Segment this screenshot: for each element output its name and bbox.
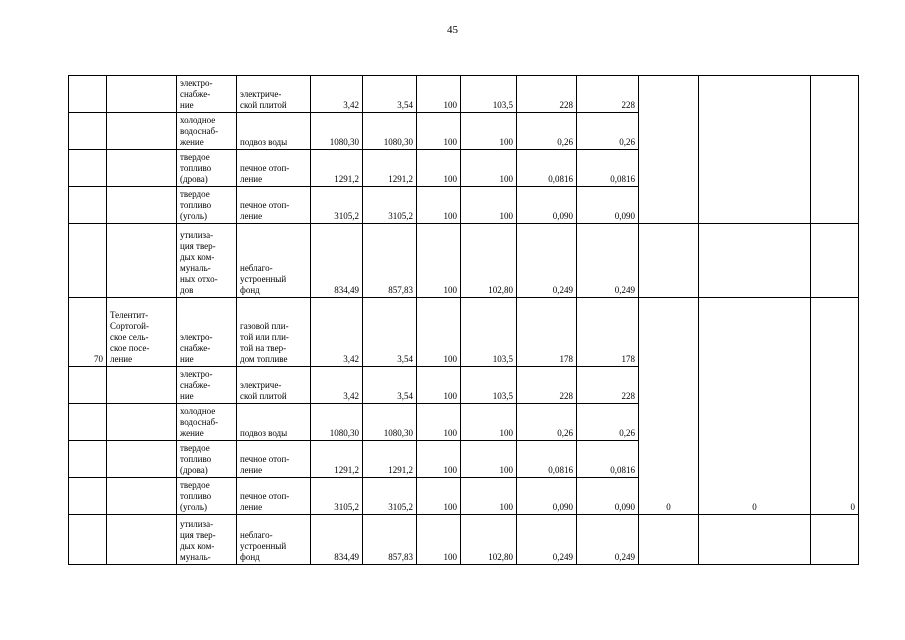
value-cell: 3,42 bbox=[311, 76, 363, 113]
type-cell: печное отоп- ление bbox=[237, 441, 311, 478]
percent-cell: 102,80 bbox=[461, 224, 517, 298]
norm-cell: 0,0816 bbox=[577, 150, 639, 187]
value-cell: 3,42 bbox=[311, 367, 363, 404]
tariff-table bbox=[68, 75, 859, 565]
settlement-cell bbox=[107, 404, 177, 441]
value-cell: 3,54 bbox=[363, 367, 417, 404]
percent-cell: 103,5 bbox=[461, 367, 517, 404]
right-value-cell: 0 bbox=[811, 298, 859, 515]
percent-cell: 102,80 bbox=[461, 515, 517, 565]
type-cell: подвоз воды bbox=[237, 113, 311, 150]
service-cell: электро- снабже- ние bbox=[177, 298, 237, 367]
settlement-cell bbox=[107, 367, 177, 404]
norm-cell: 0,249 bbox=[517, 224, 577, 298]
percent-cell: 100 bbox=[417, 441, 461, 478]
right-cell bbox=[699, 515, 811, 565]
type-cell: неблаго- устроенный фонд bbox=[237, 224, 311, 298]
value-cell: 3,54 bbox=[363, 298, 417, 367]
right-cell bbox=[699, 224, 811, 298]
percent-cell: 100 bbox=[461, 150, 517, 187]
settlement-cell bbox=[107, 76, 177, 113]
right-cell bbox=[811, 76, 859, 224]
right-cell bbox=[811, 515, 859, 565]
type-cell: печное отоп- ление bbox=[237, 187, 311, 224]
norm-cell: 0,249 bbox=[577, 515, 639, 565]
norm-cell: 0,0816 bbox=[577, 441, 639, 478]
settlement-cell bbox=[107, 478, 177, 515]
value-cell: 857,83 bbox=[363, 515, 417, 565]
right-cell bbox=[699, 76, 811, 224]
percent-cell: 100 bbox=[417, 515, 461, 565]
right-cell bbox=[639, 76, 699, 224]
norm-cell: 0,090 bbox=[577, 478, 639, 515]
percent-cell: 100 bbox=[417, 224, 461, 298]
value-cell: 1291,2 bbox=[363, 150, 417, 187]
settlement-cell: Телентит- Сортогой- ское сель- ское посе- ление bbox=[107, 298, 177, 367]
norm-cell: 228 bbox=[577, 367, 639, 404]
percent-cell: 103,5 bbox=[461, 298, 517, 367]
service-cell: холодное водоснаб- жение bbox=[177, 404, 237, 441]
norm-cell: 0,26 bbox=[517, 113, 577, 150]
type-cell: подвоз воды bbox=[237, 404, 311, 441]
norm-cell: 0,26 bbox=[577, 113, 639, 150]
table-row bbox=[69, 224, 859, 298]
percent-cell: 100 bbox=[417, 404, 461, 441]
service-cell: твердое топливо (дрова) bbox=[177, 441, 237, 478]
service-cell: твердое топливо (уголь) bbox=[177, 478, 237, 515]
type-cell: неблаго- устроенный фонд bbox=[237, 515, 311, 565]
service-cell: холодное водоснаб- жение bbox=[177, 113, 237, 150]
value-cell: 1080,30 bbox=[363, 404, 417, 441]
percent-cell: 100 bbox=[417, 76, 461, 113]
number-cell bbox=[69, 150, 107, 187]
value-cell: 3,42 bbox=[311, 298, 363, 367]
type-cell: электриче- ской плитой bbox=[237, 76, 311, 113]
type-cell: электриче- ской плитой bbox=[237, 367, 311, 404]
percent-cell: 103,5 bbox=[461, 76, 517, 113]
norm-cell: 0,249 bbox=[577, 224, 639, 298]
value-cell: 3105,2 bbox=[363, 187, 417, 224]
number-cell: 70 bbox=[69, 298, 107, 367]
right-cell bbox=[639, 515, 699, 565]
number-cell bbox=[69, 367, 107, 404]
value-cell: 3105,2 bbox=[311, 478, 363, 515]
number-cell bbox=[69, 113, 107, 150]
norm-cell: 178 bbox=[517, 298, 577, 367]
percent-cell: 100 bbox=[417, 298, 461, 367]
percent-cell: 100 bbox=[417, 367, 461, 404]
percent-cell: 100 bbox=[417, 113, 461, 150]
norm-cell: 0,0816 bbox=[517, 150, 577, 187]
settlement-cell bbox=[107, 150, 177, 187]
norm-cell: 0,0816 bbox=[517, 441, 577, 478]
number-cell bbox=[69, 404, 107, 441]
value-cell: 1291,2 bbox=[363, 441, 417, 478]
norm-cell: 178 bbox=[577, 298, 639, 367]
value-cell: 1291,2 bbox=[311, 441, 363, 478]
norm-cell: 0,26 bbox=[577, 404, 639, 441]
service-cell: твердое топливо (дрова) bbox=[177, 150, 237, 187]
type-cell: газовой пли- той или пли- той на твер- дом топливе bbox=[237, 298, 311, 367]
value-cell: 3105,2 bbox=[311, 187, 363, 224]
percent-cell: 100 bbox=[461, 441, 517, 478]
right-value-cell: 0 bbox=[699, 298, 811, 515]
value-cell: 1291,2 bbox=[311, 150, 363, 187]
norm-cell: 0,090 bbox=[517, 187, 577, 224]
percent-cell: 100 bbox=[461, 404, 517, 441]
value-cell: 834,49 bbox=[311, 224, 363, 298]
table-row bbox=[69, 76, 859, 113]
value-cell: 857,83 bbox=[363, 224, 417, 298]
settlement-cell bbox=[107, 441, 177, 478]
table-row bbox=[69, 298, 859, 367]
value-cell: 3,54 bbox=[363, 76, 417, 113]
norm-cell: 228 bbox=[517, 367, 577, 404]
number-cell bbox=[69, 224, 107, 298]
percent-cell: 100 bbox=[461, 187, 517, 224]
number-cell bbox=[69, 478, 107, 515]
norm-cell: 0,090 bbox=[577, 187, 639, 224]
settlement-cell bbox=[107, 515, 177, 565]
value-cell: 834,49 bbox=[311, 515, 363, 565]
percent-cell: 100 bbox=[461, 113, 517, 150]
type-cell: печное отоп- ление bbox=[237, 478, 311, 515]
right-cell bbox=[639, 224, 699, 298]
value-cell: 1080,30 bbox=[311, 113, 363, 150]
norm-cell: 0,249 bbox=[517, 515, 577, 565]
value-cell: 1080,30 bbox=[363, 113, 417, 150]
value-cell: 1080,30 bbox=[311, 404, 363, 441]
number-cell bbox=[69, 441, 107, 478]
settlement-cell bbox=[107, 187, 177, 224]
service-cell: твердое топливо (уголь) bbox=[177, 187, 237, 224]
norm-cell: 228 bbox=[517, 76, 577, 113]
number-cell bbox=[69, 515, 107, 565]
settlement-cell bbox=[107, 113, 177, 150]
norm-cell: 0,090 bbox=[517, 478, 577, 515]
service-cell: электро- снабже- ние bbox=[177, 76, 237, 113]
percent-cell: 100 bbox=[461, 478, 517, 515]
number-cell bbox=[69, 187, 107, 224]
percent-cell: 100 bbox=[417, 150, 461, 187]
percent-cell: 100 bbox=[417, 187, 461, 224]
percent-cell: 100 bbox=[417, 478, 461, 515]
service-cell: утилиза- ция твер- дых ком- муналь- bbox=[177, 515, 237, 565]
value-cell: 3105,2 bbox=[363, 478, 417, 515]
service-cell: утилиза- ция твер- дых ком- муналь- ных отхо- дов bbox=[177, 224, 237, 298]
table-row bbox=[69, 515, 859, 565]
type-cell: печное отоп- ление bbox=[237, 150, 311, 187]
settlement-cell bbox=[107, 224, 177, 298]
number-cell bbox=[69, 76, 107, 113]
norm-cell: 0,26 bbox=[517, 404, 577, 441]
service-cell: электро- снабже- ние bbox=[177, 367, 237, 404]
right-value-cell: 0 bbox=[639, 298, 699, 515]
norm-cell: 228 bbox=[577, 76, 639, 113]
right-cell bbox=[811, 224, 859, 298]
page-number: 45 bbox=[447, 24, 458, 36]
